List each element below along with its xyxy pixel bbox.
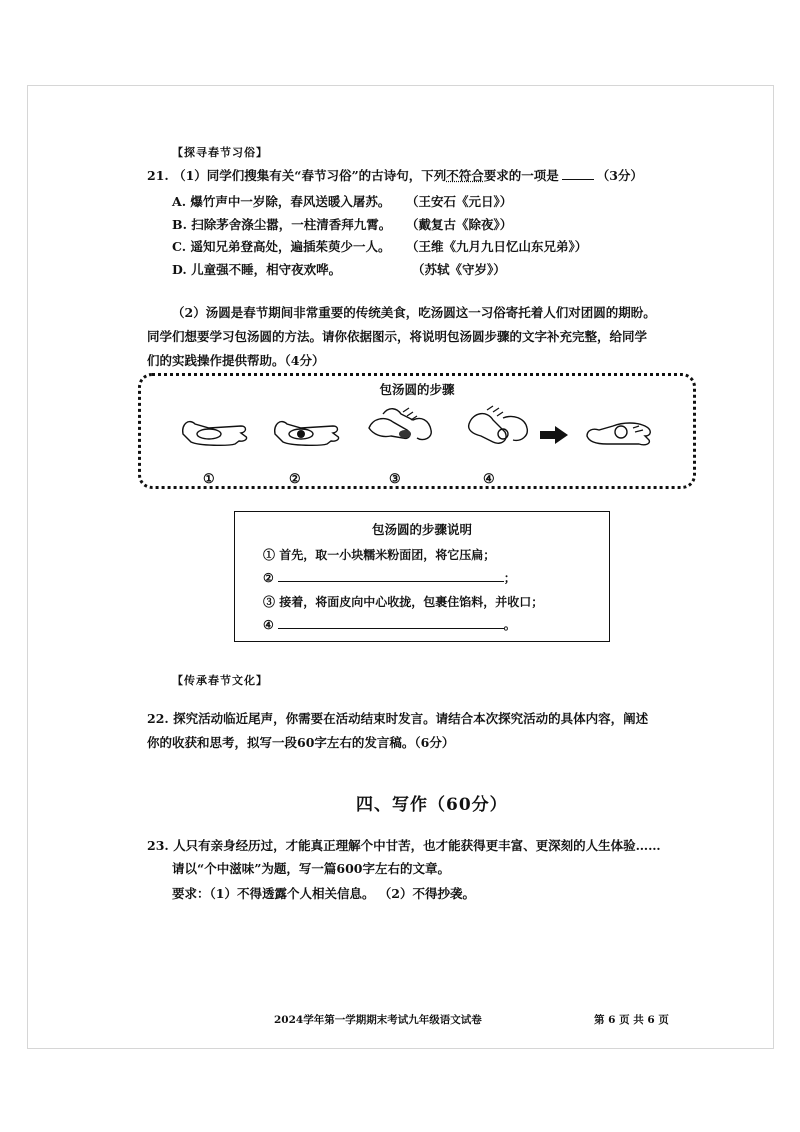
prompt-after: ”为题，写一篇600字左右的文章。 bbox=[254, 861, 451, 876]
option-c-source: （王维《九月九日忆山东兄弟》） bbox=[406, 239, 588, 254]
hand-filling-dough-icon bbox=[271, 412, 343, 452]
q21-part2-line1: （2）汤圆是春节期间非常重要的传统美食，吃汤圆这一习俗寄托着人们对团圆的期盼。 bbox=[172, 305, 656, 320]
option-letter: B. bbox=[172, 217, 187, 232]
arrow-right-icon bbox=[539, 426, 569, 444]
explanation-title: 包汤圆的步骤说明 bbox=[371, 522, 472, 537]
answer-blank[interactable] bbox=[562, 169, 594, 180]
hands-wrapping-icon bbox=[363, 404, 439, 452]
question-score: （3分） bbox=[596, 168, 643, 183]
explanation-row-4 bbox=[263, 616, 516, 633]
explanation-row-1 bbox=[263, 546, 495, 563]
row-number: ③ bbox=[263, 595, 276, 609]
question-21-stem bbox=[147, 166, 643, 184]
hands-sealing-icon bbox=[463, 404, 533, 454]
option-letter: C. bbox=[172, 239, 187, 254]
option-text: 爆竹声中一岁除，春风送暖入屠苏。 bbox=[190, 194, 391, 209]
question-stem-before: （1）同学们搜集有关“春节习俗”的古诗句，下列 bbox=[173, 168, 447, 183]
row-text: 接着，将面皮向中心收拢，包裹住馅料，并收口； bbox=[279, 595, 544, 609]
step-number-1: ① bbox=[203, 472, 215, 487]
essay-title: 个中滋味 bbox=[204, 861, 255, 876]
answer-line-4[interactable] bbox=[278, 616, 504, 629]
option-d bbox=[172, 260, 341, 278]
question-23-line2 bbox=[172, 859, 450, 877]
prompt-before: 请以“ bbox=[172, 861, 205, 876]
option-letter: D. bbox=[172, 262, 187, 277]
row-end-punct: ； bbox=[503, 571, 516, 585]
step-number-4: ④ bbox=[483, 472, 495, 487]
part4-heading: 四、写作（60分） bbox=[356, 795, 508, 815]
steps-explanation-box bbox=[234, 511, 610, 642]
option-a-source: （王安石《元日》） bbox=[406, 194, 513, 209]
option-b bbox=[172, 215, 391, 233]
answer-line-2[interactable] bbox=[278, 569, 504, 582]
option-d-source: （苏轼《守岁》） bbox=[412, 262, 506, 277]
row-number: ④ bbox=[263, 618, 274, 632]
step-number-2: ② bbox=[289, 472, 301, 487]
question-22-line2: 你的收获和思考，拟写一段60字左右的发言稿。（6分） bbox=[147, 735, 455, 750]
section-title-explore: 【探寻春节习俗】 bbox=[172, 146, 268, 159]
question-22-line1: 22. 探究活动临近尾声，你需要在活动结束时发言。请结合本次探究活动的具体内容，阐述 bbox=[147, 711, 649, 726]
question-number: 21. bbox=[147, 168, 169, 183]
row-text: 首先，取一小块糯米粉面团，将它压扁； bbox=[279, 548, 496, 562]
option-b-source: （戴复古《除夜》） bbox=[406, 217, 513, 232]
explanation-row-3 bbox=[263, 593, 543, 610]
steps-figure bbox=[138, 373, 696, 489]
q21-part2-line3: 们的实践操作提供帮助。（4分） bbox=[147, 353, 325, 368]
footer-page-number: 第 6 页 共 6 页 bbox=[594, 1014, 669, 1026]
row-number: ① bbox=[263, 548, 276, 562]
question-stem-after: 要求的一项是 bbox=[483, 168, 559, 183]
option-text: 扫除茅舍涤尘嚣，一柱清香拜九霄。 bbox=[191, 217, 392, 232]
option-a bbox=[172, 192, 390, 210]
hand-holding-dough-icon bbox=[179, 412, 251, 452]
question-23-line1: 23. 人只有亲身经历过，才能真正理解个中甘苦，也才能获得更丰富、更深刻的人生体验…… bbox=[147, 838, 661, 853]
explanation-row-2 bbox=[263, 569, 516, 586]
option-text: 儿童强不睡，相守夜欢哗。 bbox=[191, 262, 342, 277]
question-stem-emphasis: 不符合 bbox=[446, 168, 484, 183]
hand-finished-tangyuan-icon bbox=[583, 412, 659, 452]
q21-part2-line2: 同学们想要学习包汤圆的方法。请你依据图示，将说明包汤圆步骤的文字补充完整，给同学 bbox=[147, 329, 648, 344]
section-title-inherit: 【传承春节文化】 bbox=[172, 674, 268, 687]
step-number-3: ③ bbox=[389, 472, 401, 487]
option-letter: A. bbox=[172, 194, 187, 209]
figure-title: 包汤圆的步骤 bbox=[379, 382, 455, 397]
row-end-punct: 。 bbox=[503, 618, 516, 632]
footer-exam-title: 2024学年第一学期期末考试九年级语文试卷 bbox=[274, 1014, 482, 1026]
question-23-requirements: 要求：（1）不得透露个人相关信息。 （2）不得抄袭。 bbox=[172, 886, 475, 901]
option-text: 遥知兄弟登高处，遍插茱萸少一人。 bbox=[190, 239, 391, 254]
option-c bbox=[172, 237, 390, 255]
row-number: ② bbox=[263, 571, 274, 585]
